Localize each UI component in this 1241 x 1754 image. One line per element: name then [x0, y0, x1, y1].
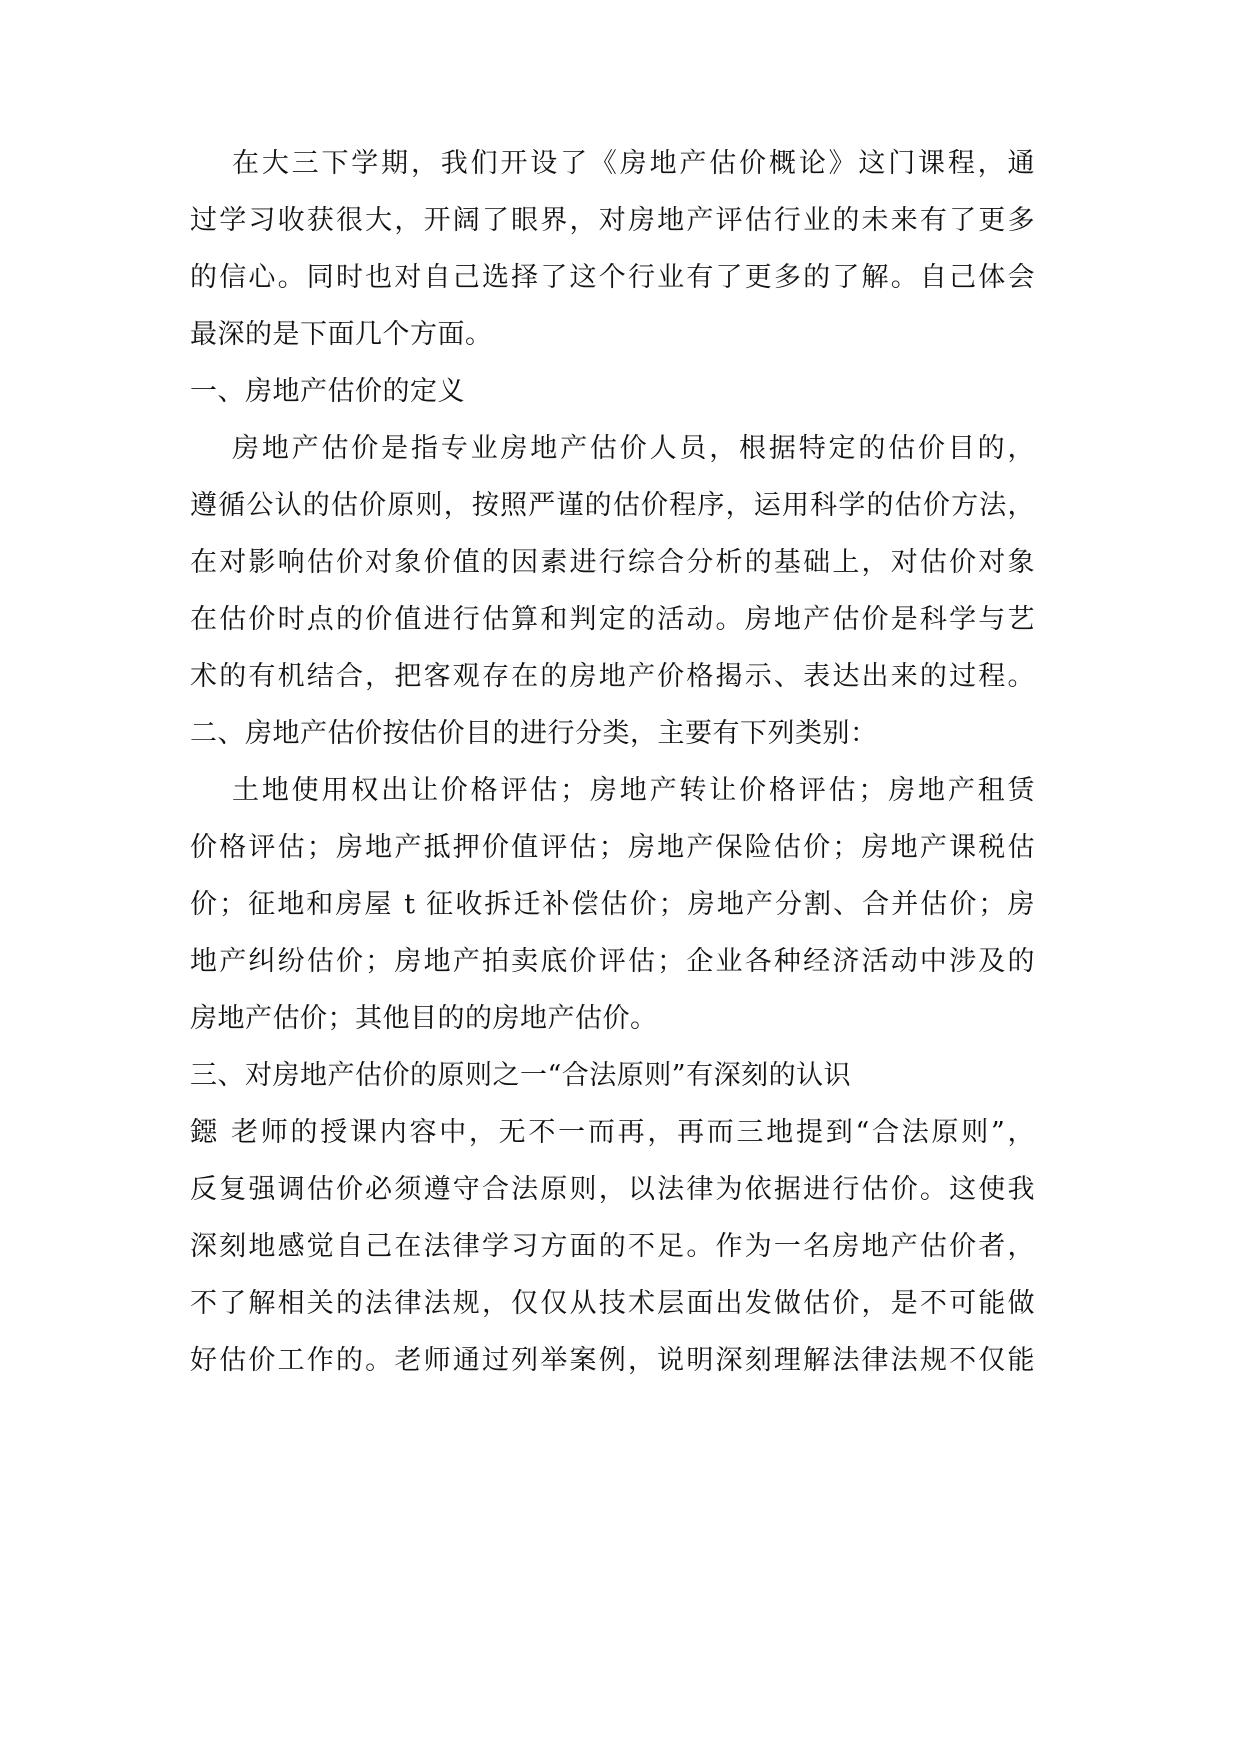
section-heading-1: 一、房地产估价的定义 — [190, 376, 465, 407]
paragraph-2-line-2: 遵循公认的估价原则，按照严谨的估价程序，运用科学的估价方法， — [190, 490, 1035, 521]
paragraph-3-line-3: 价；征地和房屋 t 征收拆迁补偿估价；房地产分割、合并估价；房 — [190, 889, 1035, 920]
paragraph-3-line-2: 价格评估；房地产抵押价值评估；房地产保险估价；房地产课税估 — [190, 832, 1035, 863]
paragraph-3-line-1: 土地使用权出让价格评估；房地产转让价格评估；房地产租赁 — [232, 775, 1035, 806]
paragraph-1-line-3: 的信心。同时也对自己选择了这个行业有了更多的了解。自己体会 — [190, 262, 1035, 293]
paragraph-4-line-1: 鐚 老师的授课内容中，无不一而再，再而三地提到“合法原则”， — [190, 1117, 1035, 1148]
paragraph-2-line-4: 在估价时点的价值进行估算和判定的活动。房地产估价是科学与艺 — [190, 604, 1035, 635]
paragraph-4-line-3: 深刻地感觉自己在法律学习方面的不足。作为一名房地产估价者， — [190, 1231, 1035, 1262]
section-heading-2: 二、房地产估价按估价目的进行分类，主要有下列类别： — [190, 718, 878, 749]
paragraph-1-line-4: 最深的是下面几个方面。 — [190, 319, 493, 350]
paragraph-1-line-1: 在大三下学期，我们开设了《房地产估价概论》这门课程，通 — [232, 148, 1035, 179]
paragraph-2-line-1: 房地产估价是指专业房地产估价人员，根据特定的估价目的， — [232, 433, 1035, 464]
paragraph-2-line-5: 术的有机结合，把客观存在的房地产价格揭示、表达出来的过程。 — [190, 661, 1035, 692]
paragraph-3-line-4: 地产纠纷估价；房地产拍卖底价评估；企业各种经济活动中涉及的 — [190, 946, 1035, 977]
paragraph-3-line-5: 房地产估价；其他目的的房地产估价。 — [190, 1003, 658, 1034]
paragraph-2-line-3: 在对影响估价对象价值的因素进行综合分析的基础上，对估价对象 — [190, 547, 1035, 578]
section-heading-3: 三、对房地产估价的原则之一“合法原则”有深刻的认识 — [190, 1060, 852, 1091]
paragraph-4-line-5: 好估价工作的。老师通过列举案例，说明深刻理解法律法规不仅能 — [190, 1345, 1035, 1376]
paragraph-1-line-2: 过学习收获很大，开阔了眼界，对房地产评估行业的未来有了更多 — [190, 205, 1035, 236]
paragraph-4-line-2: 反复强调估价必须遵守合法原则，以法律为依据进行估价。这使我 — [190, 1174, 1035, 1205]
paragraph-4-line-4: 不了解相关的法律法规，仅仅从技术层面出发做估价，是不可能做 — [190, 1288, 1035, 1319]
